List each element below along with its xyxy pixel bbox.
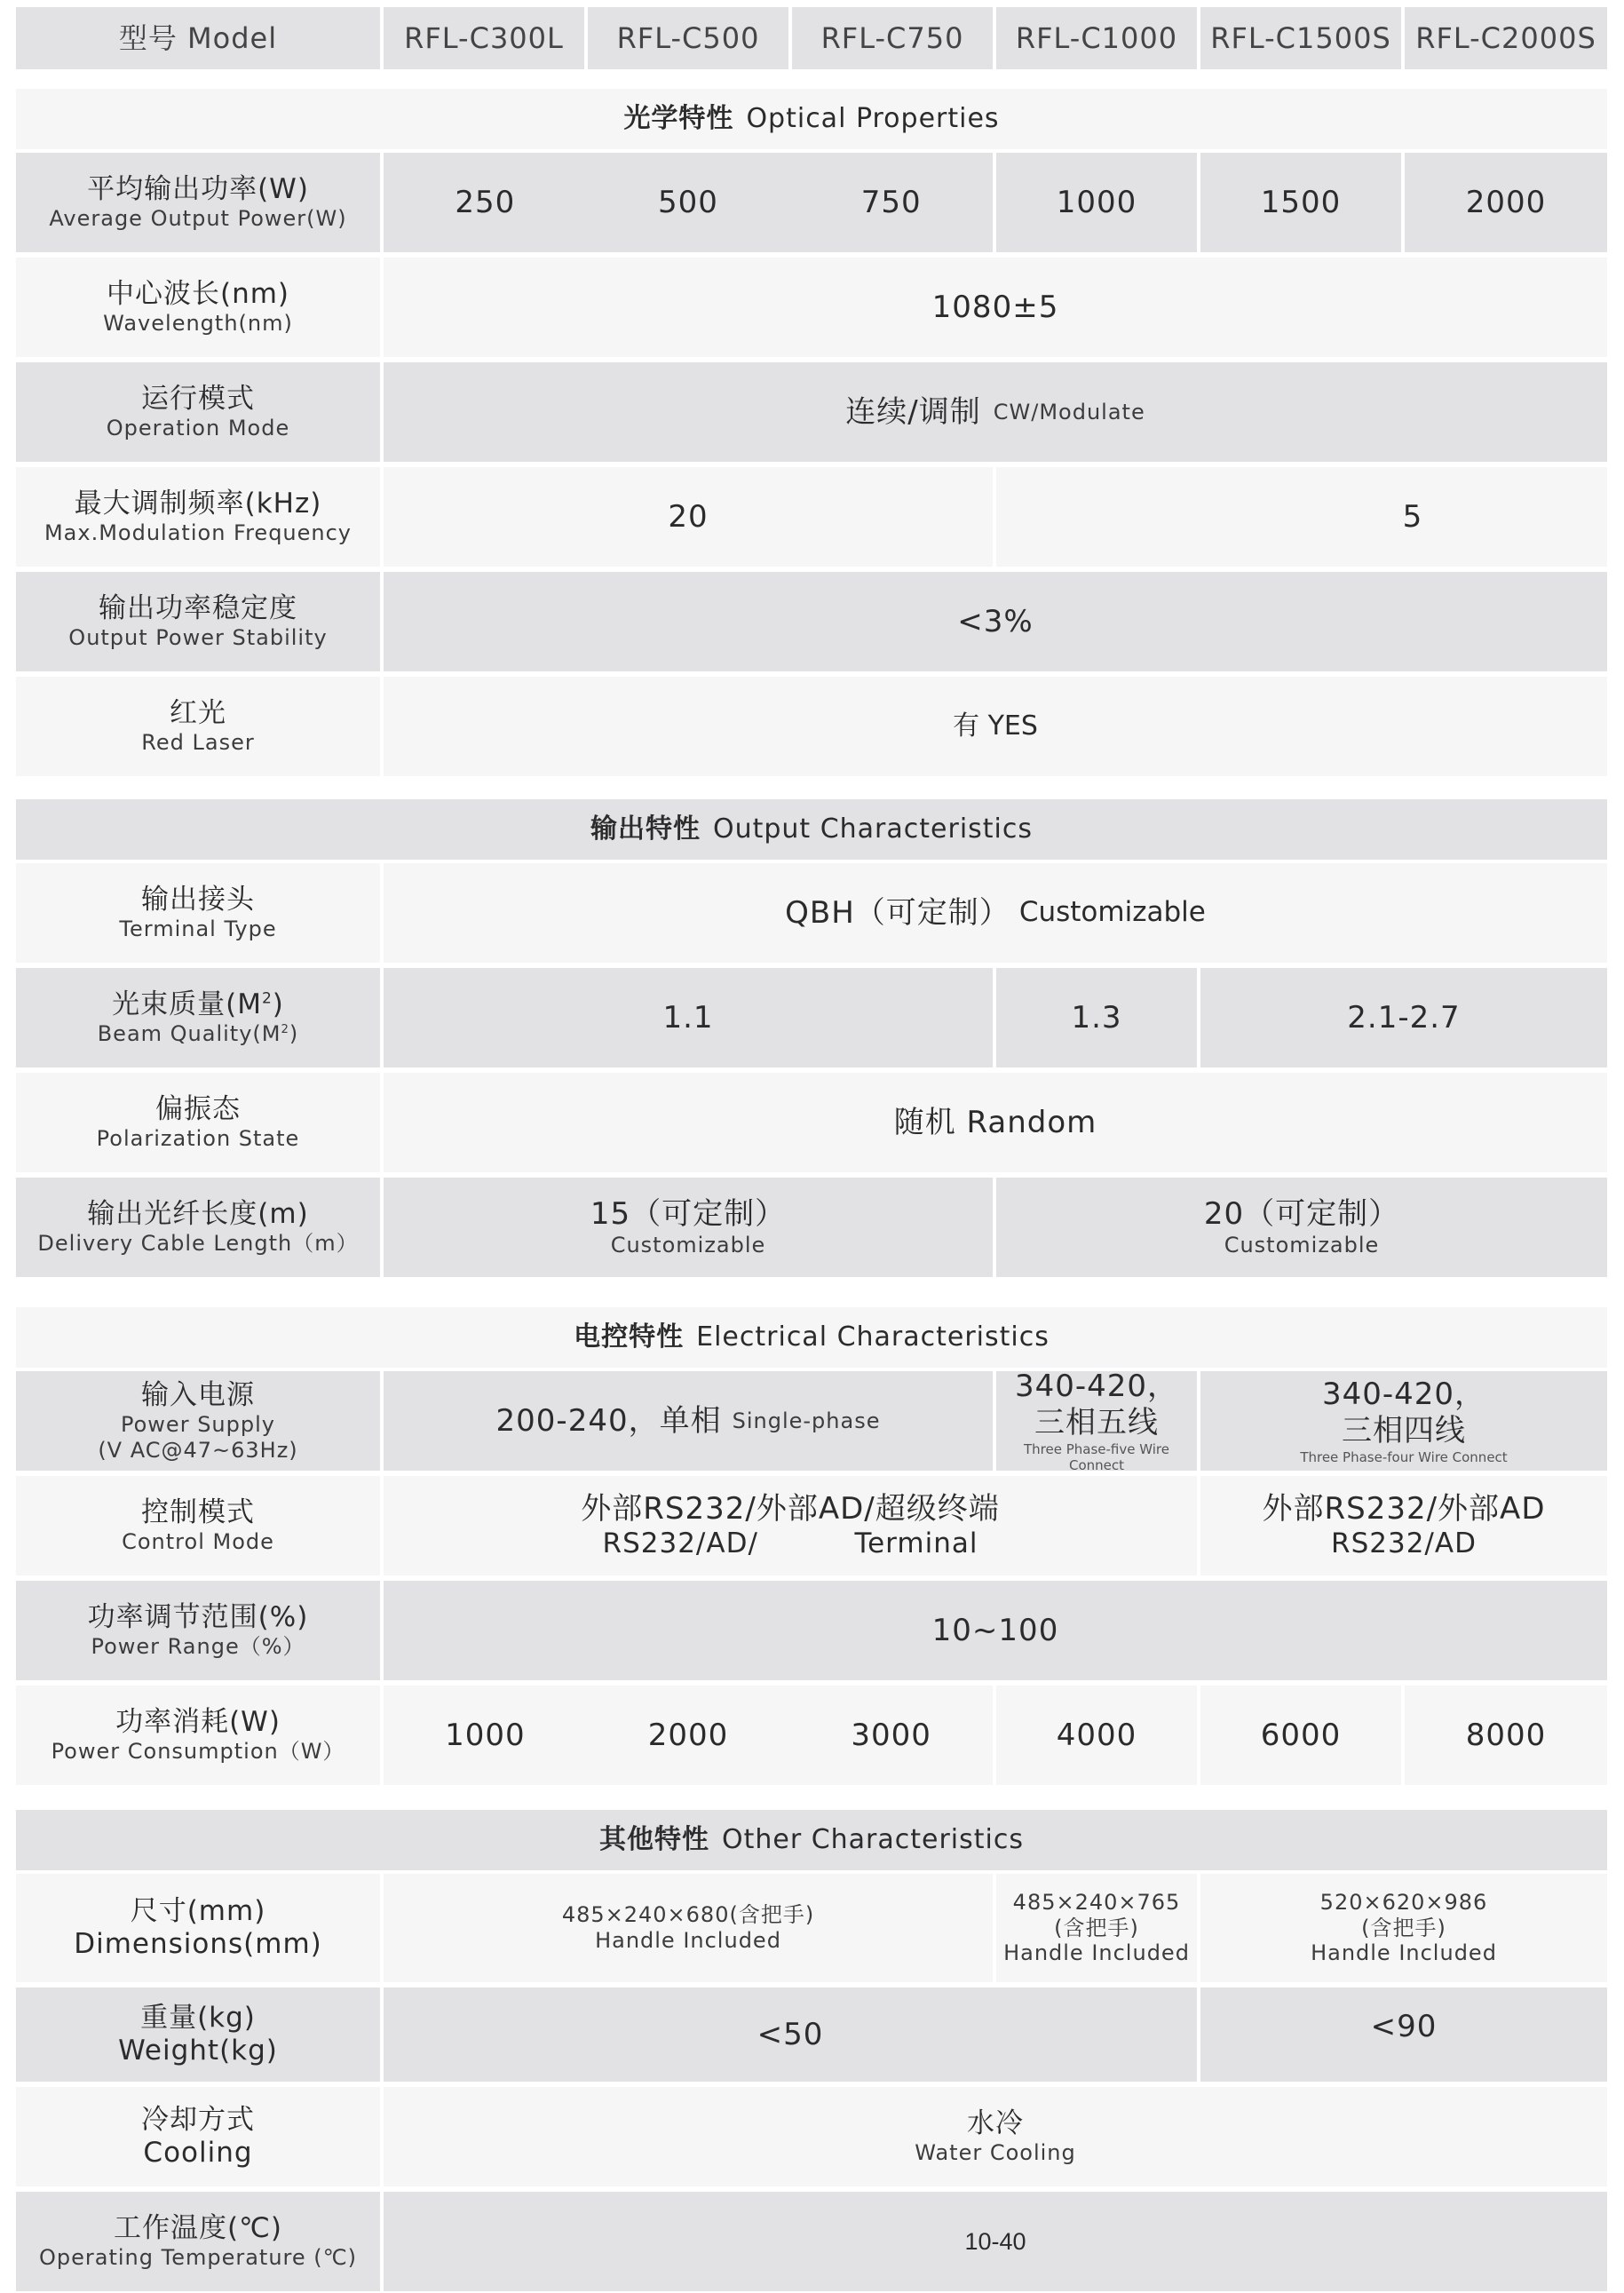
row-label-power-consumption: 功率消耗(W) Power Consumption（W）: [16, 1686, 380, 1785]
beam-quality-value: 1.1: [384, 968, 993, 1067]
terminal-value: QBH（可定制） Customizable: [384, 863, 1607, 963]
row-label-max-mod-freq: 最大调制频率(kHz) Max.Modulation Frequency: [16, 467, 380, 567]
model-name: RFL-C1000: [996, 7, 1197, 69]
row-label-power-stability: 输出功率稳定度 Output Power Stability: [16, 572, 380, 671]
row-label-beam-quality: 光束质量$(M^2)$ Beam $Quality(M^2)$: [16, 968, 380, 1067]
section-title-optical: 光学特性 Optical Properties: [16, 89, 1607, 149]
dimensions-value-c: 520×620×986 (含把手) Handle Included: [1200, 1874, 1607, 1982]
row-label-red-laser: 红光 Red Laser: [16, 677, 380, 776]
red-laser-value: 有 YES: [384, 677, 1607, 776]
section-title-other: 其他特性 Other Characteristics: [16, 1810, 1607, 1870]
temperature-value: 10-40: [384, 2192, 1607, 2291]
row-label-polarization: 偏振态 Polarization State: [16, 1073, 380, 1172]
row-label-operation-mode: 运行模式 Operation Mode: [16, 362, 380, 462]
row-label-power-supply: 输入电源 Power Supply (V AC@47~63Hz): [16, 1371, 380, 1471]
power-consumption-value: 4000: [996, 1686, 1197, 1785]
row-label-control-mode: 控制模式 Control Mode: [16, 1476, 380, 1575]
power-consumption-value: 6000: [1200, 1686, 1401, 1785]
operation-mode-value: 连续/调制 CW/Modulate: [384, 362, 1607, 462]
row-label-weight: 重量(kg) Weight(kg): [16, 1988, 380, 2082]
row-label-cooling: 冷却方式 Cooling: [16, 2087, 380, 2186]
control-mode-value-a: 外部RS232/外部AD/超级终端 RS232/AD/ Terminal: [384, 1476, 1197, 1575]
model-name: RFL-C1500S: [1200, 7, 1401, 69]
dimensions-value-b: 485×240×765 (含把手) Handle Included: [996, 1874, 1197, 1982]
beam-quality-value: 2.1-2.7: [1200, 968, 1607, 1067]
section-title-output: 输出特性 Output Characteristics: [16, 799, 1607, 860]
row-label-power-range: 功率调节范围(%) Power Range（%）: [16, 1581, 380, 1680]
model-name: RFL-C500: [588, 7, 788, 69]
model-label: 型号 Model: [16, 7, 380, 69]
beam-quality-value: 1.3: [996, 968, 1197, 1067]
cable-length-value-left: 15（可定制） Customizable: [384, 1178, 993, 1277]
power-stability-value: <3%: [384, 572, 1607, 671]
power-consumption-values-a: 1000 2000 3000: [384, 1686, 993, 1785]
row-label-temperature: 工作温度(℃) Operating Temperature (℃): [16, 2192, 380, 2291]
model-name: RFL-C750: [792, 7, 993, 69]
weight-value: <50: [384, 1988, 1197, 2082]
row-label-dimensions: 尺寸(mm) Dimensions(mm): [16, 1874, 380, 1982]
weight-value: <90: [1200, 1988, 1607, 2082]
avg-power-value: 2000: [1405, 153, 1607, 252]
cable-length-value-right: 20（可定制） Customizable: [996, 1178, 1607, 1277]
avg-power-value: 1000: [996, 153, 1197, 252]
power-range-value: 10~100: [384, 1581, 1607, 1680]
dimensions-value-a: 485×240×680(含把手) Handle Included: [384, 1874, 993, 1982]
section-title-electrical: 电控特性 Electrical Characteristics: [16, 1307, 1607, 1368]
cooling-value: 水冷 Water Cooling: [384, 2087, 1607, 2186]
polarization-value: 随机 Random: [384, 1073, 1607, 1172]
power-supply-value-four-wire: 340-420， 三相四线 Three Phase-four Wire Connect: [1200, 1371, 1607, 1471]
row-label-terminal: 输出接头 Terminal Type: [16, 863, 380, 963]
max-mod-freq-value: 5: [996, 467, 1607, 567]
row-label-cable-length: 输出光纤长度(m) Delivery Cable Length（m）: [16, 1178, 380, 1277]
row-label-avg-power: 平均输出功率(W) Average Output Power(W): [16, 153, 380, 252]
power-consumption-value: 8000: [1405, 1686, 1607, 1785]
avg-power-values-a: 250 500 750: [384, 153, 993, 252]
avg-power-value: 1500: [1200, 153, 1401, 252]
power-supply-value-five-wire: 340-420， 三相五线 Three Phase-five Wire Connect: [996, 1371, 1197, 1471]
model-name: RFL-C2000S: [1405, 7, 1607, 69]
wavelength-value: 1080±5: [384, 258, 1607, 357]
power-supply-value-single: 200-240，单相 Single-phase: [384, 1371, 993, 1471]
max-mod-freq-value: 20: [384, 467, 993, 567]
row-label-wavelength: 中心波长(nm) Wavelength(nm): [16, 258, 380, 357]
control-mode-value-b: 外部RS232/外部AD RS232/AD: [1200, 1476, 1607, 1575]
model-name: RFL-C300L: [384, 7, 584, 69]
